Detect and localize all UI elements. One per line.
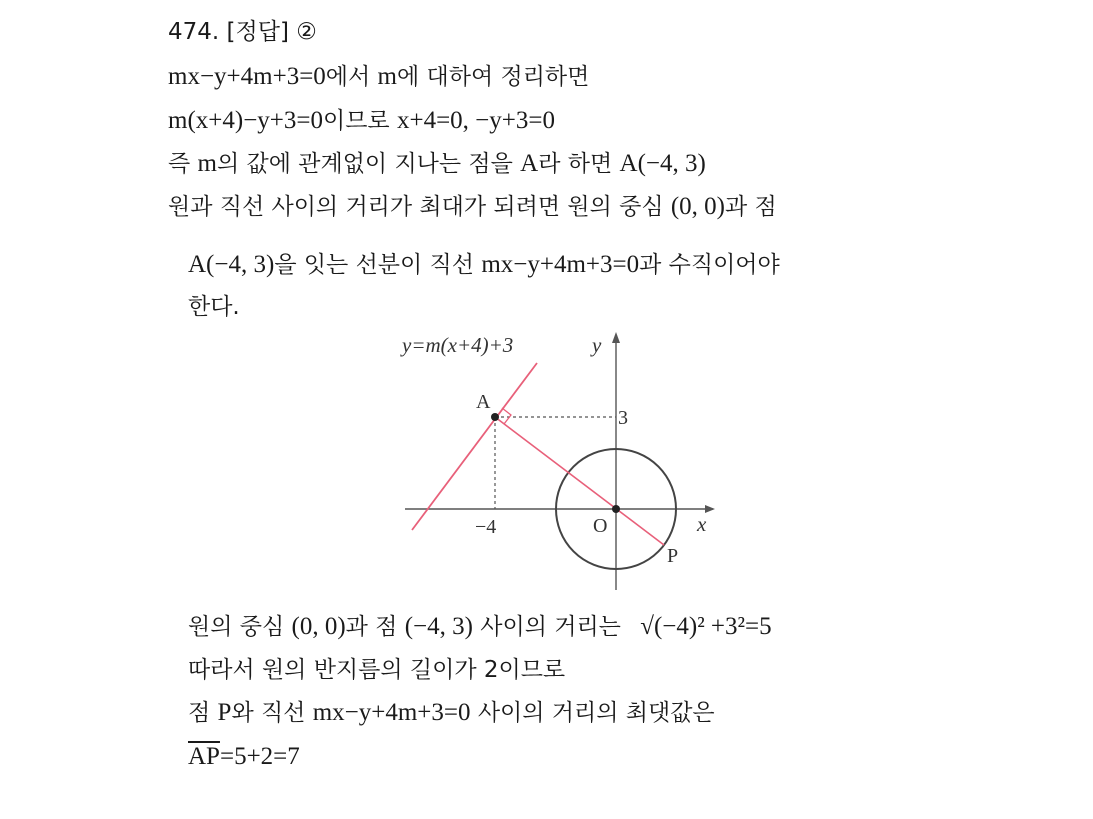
point-label: P (217, 699, 232, 726)
solution-line-10 (188, 698, 715, 728)
solution-line-9 (188, 655, 565, 685)
y-axis-label: y (592, 333, 602, 357)
text: 을 잇는 선분이 직선 (274, 252, 474, 278)
point-a-dot (491, 413, 499, 421)
point-a-label: A (476, 391, 491, 413)
answer-value: ② (296, 19, 317, 45)
text: 라 하면 (538, 151, 613, 177)
text: 와 직선 (231, 700, 306, 726)
text: 사이의 거리의 최댓값은 (477, 700, 715, 726)
origin-label: O (593, 515, 608, 537)
variable: m (197, 150, 217, 177)
y-axis-arrow (612, 332, 620, 343)
solution-line-3 (168, 106, 555, 136)
text: 한다. (188, 294, 240, 320)
line-through-a (412, 363, 537, 530)
text: 즉 (168, 151, 191, 177)
distance-equation: √(−4)² +3²=5 (640, 613, 772, 640)
text: 과 수직이어야 (639, 252, 780, 278)
solution-line-4 (168, 149, 706, 179)
text: 의 값에 관계없이 지나는 점을 (216, 151, 513, 177)
tick-label-3: 3 (618, 407, 628, 429)
variable: m (377, 63, 397, 90)
text: 원의 중심 (188, 614, 285, 640)
equation: mx−y+4m+3=0 (168, 63, 326, 90)
solution-line-11 (188, 742, 300, 772)
point-coords: (0, 0) (291, 613, 346, 640)
x-axis-arrow (705, 505, 715, 513)
final-equation: =5+2=7 (219, 743, 300, 770)
segment-ap (495, 417, 664, 545)
text: 과 점 (725, 194, 777, 220)
point-label: A (520, 150, 539, 177)
equation: mx−y+4m+3=0 (481, 251, 640, 278)
segment-ap-label: $\overline{AP}$ (188, 743, 220, 770)
right-angle-marker (502, 408, 511, 424)
x-axis-label: x (697, 512, 707, 536)
point-p-label: P (667, 545, 679, 567)
point-coords: A(−4, 3) (188, 251, 275, 278)
equation: x+4=0, −y+3=0 (396, 107, 555, 134)
text: 에서 (325, 64, 371, 90)
problem-number: 474. (168, 19, 220, 45)
point-coords: A(−4, 3) (619, 150, 706, 177)
text: 따라서 원의 반지름의 길이가 2이므로 (188, 657, 566, 683)
tick-label-neg4: −4 (475, 516, 497, 538)
line-equation-label: y=m(x+4)+3 (402, 333, 514, 357)
text: 과 점 (345, 614, 398, 640)
text: 점 (188, 700, 211, 726)
text: 원과 직선 사이의 거리가 최대가 되려면 원의 중심 (168, 194, 664, 220)
problem-header (168, 17, 317, 47)
coordinate-figure (395, 328, 725, 590)
solution-line-6 (188, 250, 780, 280)
text: 에 대하여 정리하면 (397, 64, 590, 90)
solution-line-2 (168, 62, 589, 92)
text: 이므로 (323, 108, 390, 134)
text: 사이의 거리는 (480, 614, 621, 640)
solution-line-5 (168, 192, 777, 222)
solution-line-8 (188, 612, 772, 642)
equation: m(x+4)−y+3=0 (168, 107, 323, 134)
origin-dot (612, 505, 620, 513)
point-coords: (0, 0) (670, 193, 726, 220)
answer-label: [정답] (226, 19, 289, 45)
point-coords: (−4, 3) (404, 613, 473, 640)
solution-line-7 (188, 292, 240, 322)
equation: mx−y+4m+3=0 (312, 699, 471, 726)
